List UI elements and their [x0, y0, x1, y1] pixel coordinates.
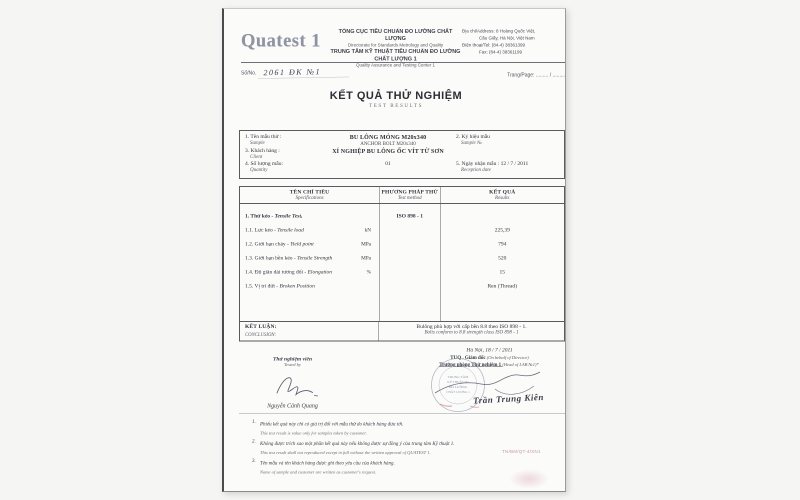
address-line1: Địa chỉ/Address: 8 Hoàng Quốc Việt, [462, 28, 536, 34]
header-divider [241, 62, 565, 63]
result-value: 520 [498, 255, 507, 261]
certificate-content [224, 9, 566, 492]
footer-divider [239, 413, 565, 414]
svg-text:ĐO LƯỜNG: ĐO LƯỜNG [448, 385, 468, 389]
footnote-number: 3. [252, 458, 256, 464]
quantity-value: 01 [385, 160, 391, 167]
sample-name-value: BU LÔNG MÓNG M20x340 ANCHOR BOLT M20x340 [349, 133, 427, 147]
results-table-header [240, 187, 564, 204]
document-title-en: TEST RESULTS [368, 103, 424, 109]
tester-name: Nguyễn Cảnh Quang [267, 402, 318, 409]
footnote-item [252, 419, 537, 437]
result-value [441, 209, 565, 223]
sample-info-box [239, 130, 565, 179]
result-value: 15 [499, 269, 505, 275]
footnote-item [252, 439, 537, 457]
col-header-results: KẾT QUẢ Results [440, 187, 564, 203]
footnote-vi: Không được trích sao một phần kết quả này nếu không được sự đồng ý của trung tâm Kỹ thuật 1. [260, 441, 455, 447]
quatest-circular-stamp [420, 353, 555, 419]
page-number-label: Trang/Page: ......... / ......... [507, 72, 565, 78]
result-value: Ren (Thread) [487, 283, 517, 289]
org-name-en: Directorate for Standards Metrology and Quality [347, 42, 444, 48]
specification-row: 1.4. Độ giãn dài tương đối - Elongation % [245, 265, 379, 279]
footnote-vi: Phiếu kết quả này chỉ có giá trị đối với mẫu thử do khách hàng đưa tới. [260, 421, 404, 427]
svg-text:KỸ THUẬT TC: KỸ THUẬT TC [447, 380, 469, 384]
quatest-logo: Quatest 1 [241, 30, 322, 51]
unit-label: % [366, 269, 371, 275]
footnote-number: 2. [252, 438, 256, 444]
form-code: TN/BM/QT-4/XN1 [502, 449, 541, 454]
tested-by-block: Thử nghiệm viên Tested by [272, 356, 313, 367]
center-name-vi: TRUNG TÂM KỸ THUẬT TIÊU CHUẨN ĐO LƯỜNG CHẤT LƯỢNG 1 [330, 48, 461, 62]
footnote-en: Name of sample and customer are written as customer's request. [260, 469, 377, 475]
col-header-specifications: TÊN CHỈ TIÊU Specifications [289, 189, 330, 201]
head-of-lab-line: Trưởng phòng Thử nghiệm 1 (Head of LAB №1)* [439, 362, 539, 368]
result-value: 225,39 [494, 227, 510, 233]
specification-row: 1.3. Giới hạn bền kéo - Tensile Strength MPa [245, 251, 379, 265]
unit-label: MPa [361, 241, 371, 247]
document-title-vi: KẾT QUẢ THỬ NGHIỆM [329, 89, 463, 102]
method-column [379, 204, 440, 321]
reference-row [241, 68, 565, 78]
footnote-en: This test result is value only for samples taken by customer. [260, 430, 367, 436]
footnotes [252, 419, 537, 478]
results-table [239, 186, 565, 342]
footnote-item [252, 458, 537, 476]
client-label: 3. Khách hàng : Client [245, 147, 280, 160]
reception-date-label: 5. Ngày nhận mẫu : 12 / 7 / 2011 Reception date [456, 160, 529, 173]
specification-row: 1. Thử kéo - Tensile Test, [245, 213, 303, 219]
conclusion-label: KẾT LUẬN: CONCLUSION: [240, 322, 379, 341]
place-and-date: Hà Nội, 18 / 7 / 2011 [466, 347, 513, 353]
conclusion-row [240, 321, 564, 341]
fax-line: Fax: (84-4) 38361199 [479, 49, 522, 55]
test-method-value: ISO 898 - 1 [396, 213, 423, 219]
unit-label: kN [364, 227, 371, 233]
on-behalf-of-director: TUQ . Giám đốc (On behalf of Director) [450, 355, 529, 361]
specification-row: 1.2. Giới hạn chảy - Yield point MPa [245, 237, 379, 251]
unit-label: MPa [361, 255, 371, 261]
address-line2: Cầu Giấy, Hà Nội, Việt Nam [479, 35, 535, 41]
official-stamp-area [420, 353, 555, 422]
number-label: Số/No. [241, 70, 257, 76]
sample-name-label: 1. Tên mẫu thử : Sample [245, 133, 282, 146]
results-column [440, 204, 564, 321]
svg-text:CHẤT LƯỢNG 1: CHẤT LƯỢNG 1 [446, 390, 470, 394]
quantity-label: 4. Số lượng mẫu: Quantity [245, 160, 283, 173]
sample-symbol-label: 2. Ký hiệu mẫu Sample № [456, 133, 490, 146]
document-number [241, 68, 348, 78]
specifications-column [240, 204, 379, 321]
org-name-vi: TỔNG CỤC TIÊU CHUẨN ĐO LƯỜNG CHẤT LƯỢNG [338, 28, 453, 42]
pink-ink-smudge [509, 469, 549, 489]
specification-row: 1.1. Lực kéo - Tensile load kN [245, 223, 379, 237]
conclusion-value: Bulông phù hợp với cấp bền 8.8 theo ISO 898 - 1. Bolts conform to 8.8 strength class ISO 898 - 1 [416, 323, 527, 335]
result-value: 794 [498, 241, 507, 247]
col-header-method: PHƯƠNG PHÁP THỬ Test method [379, 187, 440, 203]
svg-text:TRUNG TÂM: TRUNG TÂM [447, 375, 469, 379]
specification-row: 1.5. Vị trí đứt - Broken Position [245, 283, 315, 289]
client-value: XÍ NGHIỆP BU LÔNG ỐC VÍT TỪ SƠN [332, 147, 444, 155]
scanned-certificate-page [222, 8, 566, 492]
footnote-number: 1. [252, 419, 256, 425]
results-table-body [240, 204, 564, 321]
tel-line: Điện thoại/Tel: (84-4) 38361399 [462, 42, 526, 48]
number-handwritten-value: 2061 ĐK №1 [258, 67, 348, 79]
center-name-en: Quality Assurance and Testing Center 1 [356, 62, 435, 68]
tester-signature [266, 370, 326, 400]
footnote-vi: Tên mẫu và tên khách hàng được ghi theo yêu cầu của khách hàng. [260, 460, 395, 466]
footnote-en: This test result shall not reproduced except in full without the written approval of QUATEST 1. [260, 450, 431, 455]
approver-name: Trần Trung Kiên [472, 391, 545, 406]
